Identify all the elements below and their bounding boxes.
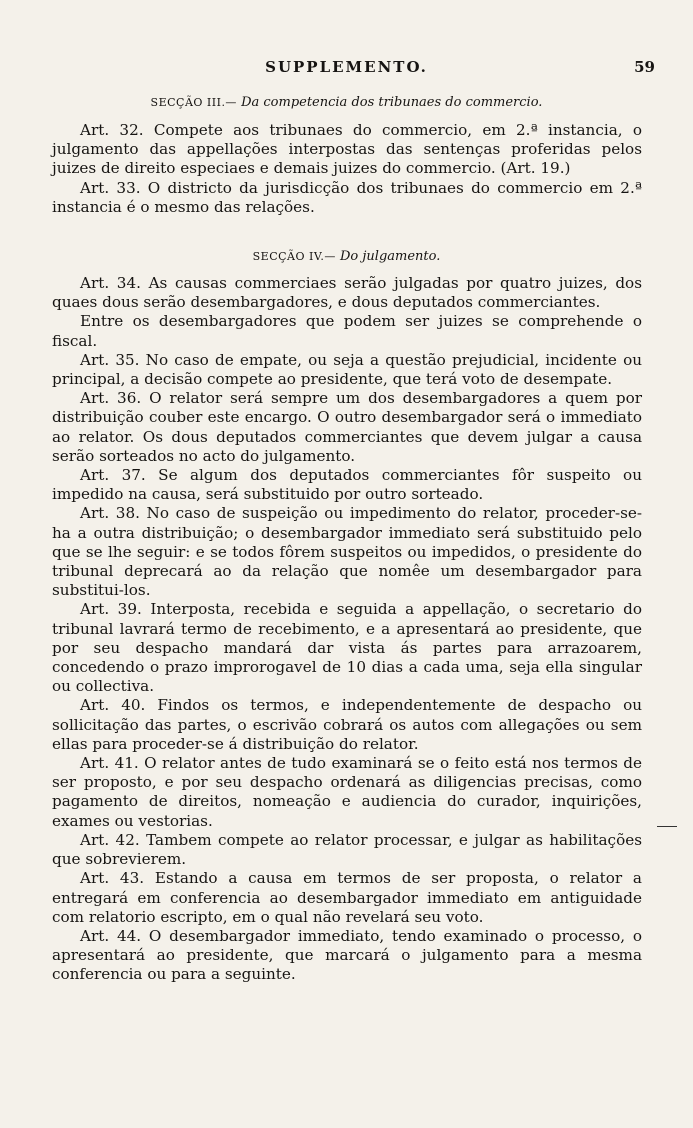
article-44: Art. 44. O desembargador immediato, tendo examinado o processo, o apresentará ao presidente, que marcará o julgamento para a mesma conferencia ou para a seguinte. <box>52 926 642 984</box>
article-33: Art. 33. O districto da jurisdicção dos tribunaes do commercio em 2.ª instancia é o mesmo das relações. <box>52 178 642 216</box>
page-number: 59 <box>634 58 655 76</box>
section-number: SECÇÃO III.— <box>150 96 237 109</box>
article-36: Art. 36. O relator será sempre um dos desembargadores a quem por distribuição couber este encargo. O outro desembargador será o immediato ao relator. Os dous deputados commerciantes que devem julgar a causa serão sorteados no acto do julgamento. <box>52 389 642 465</box>
article-39: Art. 39. Interposta, recebida e seguida a appellação, o secretario do tribunal lavrará termo de recebimento, e a apresentará ao presidente, que por seu despacho mandará dar vista ás partes para arrazoarem, concedendo o prazo improrogavel de 10 dias a cada uma, seja ella singular ou collectiva. <box>52 600 642 696</box>
article-40: Art. 40. Findos os termos, e independentemente de despacho ou sollicitação das partes, o escrivão cobrará os autos com allegações ou sem ellas para proceder-se á distribuição do relator. <box>52 696 642 753</box>
section-title: Da competencia dos tribunaes do commercio. <box>241 95 543 110</box>
section-title: Do julgamento. <box>340 249 441 264</box>
article-38: Art. 38. No caso de suspeição ou impedimento do relator, proceder-se-ha a outra distribuição; o desembargador immediato será substituido pelo que se lhe seguir: e se todos fôrem suspeitos ou impedidos, o presidente do tribunal deprecará ao da relação que nomêe um desembargador para substitui-los. <box>52 504 642 600</box>
section-4-body <box>52 274 642 985</box>
article-34: Art. 34. As causas commerciaes serão julgadas por quatro juizes, dos quaes dous serão desembargadores, e dous deputados commerciantes. <box>52 274 642 312</box>
section-heading-3 <box>0 94 693 112</box>
article-42: Art. 42. Tambem compete ao relator processar, e julgar as habilitações que sobrevierem. <box>52 830 642 869</box>
article-37: Art. 37. Se algum dos deputados commerciantes fôr suspeito ou impedido na causa, será substituido por outro sorteado. <box>52 466 642 504</box>
running-title: SUPPLEMENTO. <box>265 58 428 76</box>
article-32: Art. 32. Compete aos tribunaes do commercio, em 2.ª instancia, o julgamento das appellações interpostas das sentenças proferidas pelos juizes de direito especiaes e demais juizes do commercio. (Art. 19.) <box>52 121 642 178</box>
running-header <box>0 58 693 88</box>
article-41: Art. 41. O relator antes de tudo examinará se o feito está nos termos de ser proposto, e por seu despacho ordenará as diligencias precisas, como pagamento de direitos, nomeação e audiencia do curador, inquirições, exames ou vestorias. <box>52 754 642 830</box>
section-heading-4 <box>0 248 693 266</box>
article-34-paragraph: Entre os desembargadores que podem ser juizes se comprehende o fiscal. <box>52 312 642 350</box>
article-35: Art. 35. No caso de empate, ou seja a questão prejudicial, incidente ou principal, a decisão compete ao presidente, que terá voto de desempate. <box>52 350 642 389</box>
margin-dash <box>657 826 677 827</box>
section-number: SECÇÃO IV.— <box>252 250 336 263</box>
article-43: Art. 43. Estando a causa em termos de ser proposta, o relator a entregará em conferencia ao desembargador immediato em antiguidade com relatorio escripto, em o qual não revelará seu voto. <box>52 869 642 926</box>
section-3-body <box>52 121 642 217</box>
